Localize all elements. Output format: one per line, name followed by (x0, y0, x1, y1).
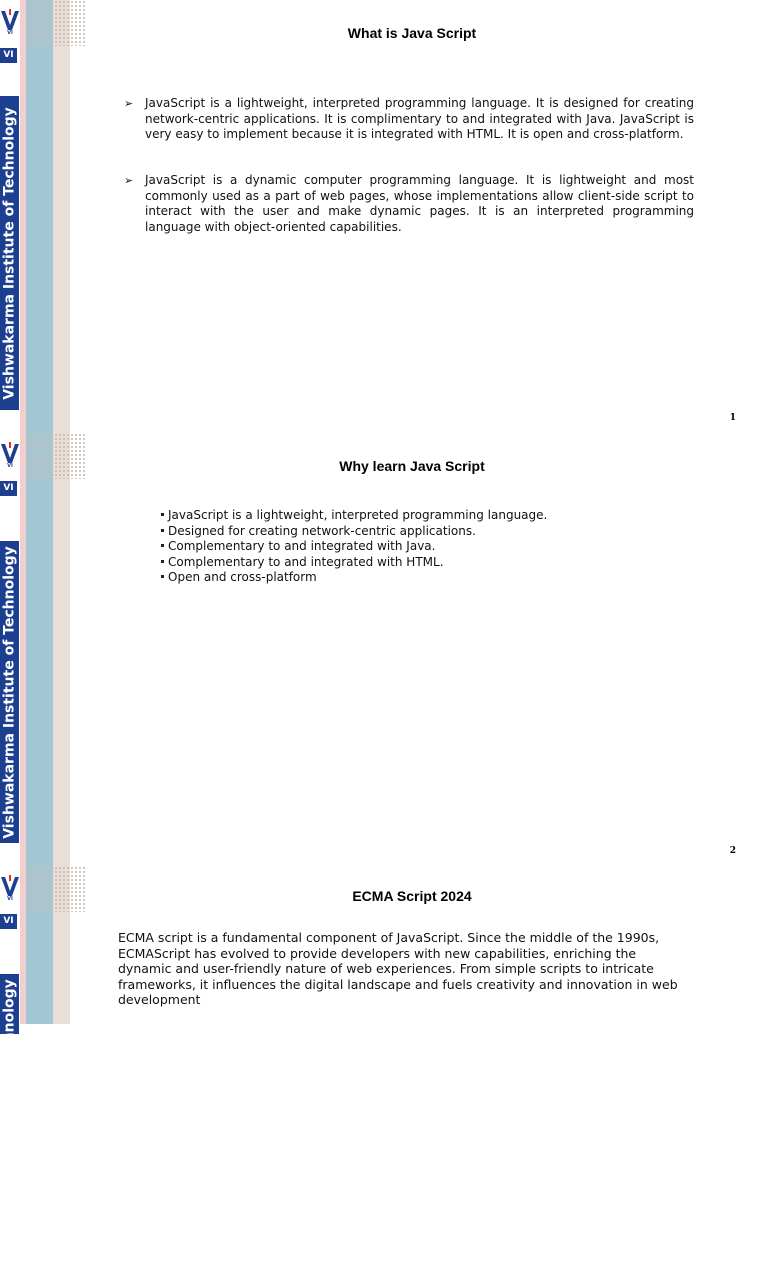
vit-logo-icon (0, 874, 20, 900)
svg-text:VI: VI (7, 896, 13, 902)
slide-title: What is Java Script (347, 25, 477, 41)
slide-3 (0, 866, 768, 1272)
slide-1 (0, 0, 768, 433)
institute-name: Vishwakarma Institute of Technology (1, 107, 18, 400)
svg-text:VI: VI (7, 463, 13, 469)
bullet-item (122, 96, 694, 143)
left-decorative-band (0, 0, 72, 433)
slide-2 (0, 433, 768, 866)
list-item: JavaScript is a lightweight, interpreted programming language. (160, 508, 547, 524)
arrow-bullet-icon: ➢ (124, 97, 134, 110)
institute-name: Vishwakarma Institute of Technology (1, 546, 18, 839)
left-decorative-band (0, 866, 72, 1272)
page-number: 1 (729, 413, 736, 423)
slide-title: ECMA Script 2024 (352, 888, 472, 904)
list-item: Designed for creating network-centric applications. (160, 524, 547, 540)
vi-tag: VI (0, 481, 17, 496)
institute-banner (0, 96, 19, 410)
vi-tag: VI (0, 914, 17, 929)
slide-title: Why learn Java Script (339, 458, 485, 474)
list-item: Complementary to and integrated with HTML. (160, 555, 547, 571)
arrow-bullet-icon: ➢ (124, 174, 134, 187)
ecma-paragraph: ECMA script is a fundamental component of JavaScript. Since the middle of the 1990s, ECMAScript has evolved to provide developers with new capabilities, enriching the dynamic and user-friendly nature of web experiences. From simple scripts to intricate frameworks, it influences the digital landscape and fuels creativity and innovation in web development (118, 930, 678, 1007)
dot-pattern (26, 866, 86, 912)
vit-logo-icon (0, 441, 20, 467)
institute-name: Vishwakarma Institute of Technology (1, 979, 18, 1272)
svg-text:VI: VI (7, 30, 13, 36)
dot-pattern (26, 0, 86, 46)
list-item: Complementary to and integrated with Java. (160, 539, 547, 555)
institute-banner (0, 974, 19, 1272)
vi-tag: VI (0, 48, 17, 63)
bullet-text: JavaScript is a lightweight, interpreted programming language. It is designed for creating network-centric applications. It is complimentary to and integrated with Java. JavaScript is very easy to implement because it is integrated with HTML. It is open and cross-platform. (145, 96, 694, 141)
institute-banner (0, 541, 19, 843)
reasons-list (160, 508, 547, 586)
page-number: 2 (729, 846, 736, 856)
bullet-text: JavaScript is a dynamic computer programming language. It is lightweight and most commonly used as a part of web pages, whose implementations allow client-side script to interact with the user and make dynamic pages. It is an interpreted programming language with object-oriented capabilities. (145, 173, 694, 234)
list-item: Open and cross-platform (160, 570, 547, 586)
bullet-item (122, 173, 694, 235)
vit-logo-icon (0, 8, 20, 34)
left-decorative-band (0, 433, 72, 866)
dot-pattern (26, 433, 86, 479)
